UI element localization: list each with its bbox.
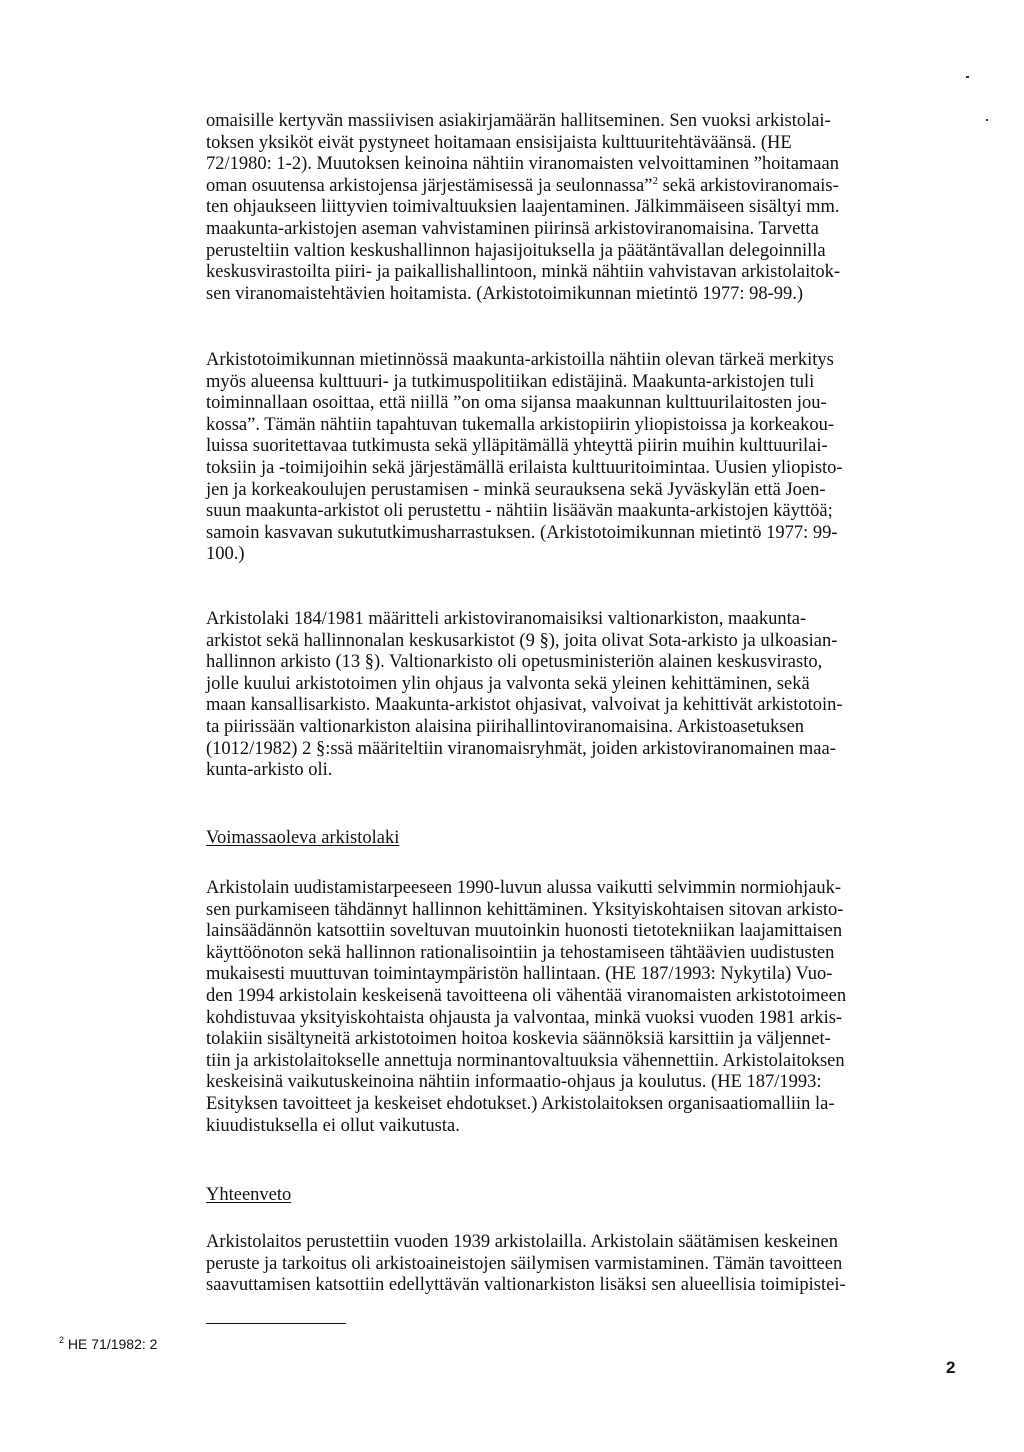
paragraph-line: 100.) [206,544,245,565]
section-heading-voimassaoleva: Voimassaoleva arkistolaki [206,828,400,848]
paragraph-1 [206,111,918,305]
paragraph-line: Arkistolaitos perustettiin vuoden 1939 arkistolailla. Arkistolain säätämisen keskeinen [206,1232,838,1252]
footnote-marker: 2 [59,1335,65,1345]
paragraph-line: perusteltiin valtion keskushallinnon hajasijoituksella ja päätäntävallan delegoinnilla [206,240,826,261]
paragraph-line: keskusvirastoilta piiri- ja paikallishallintoon, minkä nähtiin vahvistavan arkistolaitok- [206,262,841,283]
paragraph-line: toksen yksiköt eivät pystyneet hoitamaan ensisijaista kulttuuritehtäväänsä. (HE [206,132,792,153]
paragraph-line: keskeisinä vaikutuskeinoina nähtiin informaatio-ohjaus ja koulutus. (HE 187/1993: [206,1072,822,1093]
paragraph-line: maakunta-arkistojen aseman vahvistaminen piirinsä arkistoviranomaisina. Tarvetta [206,218,819,239]
paragraph-line: (1012/1982) 2 §:ssä määriteltiin viranomaisryhmät, joiden arkistoviranomainen maa- [206,738,836,759]
paragraph-line: den 1994 arkistolain keskeisenä tavoitteena oli vähentää viranomaisten arkistotoimeen [206,985,847,1006]
line-text: oman osuutensa arkistojensa järjestämisessä ja seulonnassa” [206,175,653,196]
paragraph-line: maan kansallisarkisto. Maakunta-arkistot ohjasivat, valvoivat ja kehittivät arkistotoin- [206,695,843,716]
paragraph-line: kunta-arkisto oli. [206,760,333,781]
footnote-reference: 2 [652,174,658,187]
paragraph-line: sen purkamiseen tähdännyt hallinnon kehittäminen. Yksityiskohtaisen sitovan arkisto- [206,899,844,920]
paragraph-line: kossa”. Tämän nähtiin tapahtuvan tukemalla arkistopiirin yliopistoissa ja korkeakou- [206,414,834,435]
paragraph-line: tiin ja arkistolaitokselle annettuja norminantovaltuuksia vähennettiin. Arkistolaitoksen [206,1050,845,1071]
paragraph-2 [206,350,918,566]
paragraph-line: 72/1980: 1-2). Muutoksen keinoina nähtiin viranomaisten velvoittaminen ”hoitamaan [206,154,839,175]
paragraph-line: ta piirissään valtionarkiston alaisina piirihallintoviranomaisina. Arkistoasetuksen [206,716,805,737]
paragraph-line: myös alueensa kulttuuri- ja tutkimuspolitiikan edistäjinä. Maakunta-arkistojen tuli [206,371,815,392]
paragraph-line: luissa suoritettavaa tutkimusta sekä ylläpitämällä yhteyttä piirin muihin kulttuurilai- [206,436,828,457]
paragraph-line: arkistot sekä hallinnonalan keskusarkistot (9 §), joita olivat Sota-arkisto ja ulkoasian- [206,630,838,651]
footnote [59,1335,157,1353]
paragraph-4 [206,878,918,1137]
page-number: 2 [946,1358,956,1377]
footnote-text: HE 71/1982: 2 [67,1336,158,1352]
paragraph-line: samoin kasvavan sukututkimusharrastuksen. (Arkistotoimikunnan mietintö 1977: 99- [206,522,838,543]
paragraph-line: peruste ja tarkoitus oli arkistoaineistojen säilymisen varmistaminen. Tämän tavoitteen [206,1253,843,1274]
paragraph-3 [206,609,918,782]
paragraph-line: jen ja korkeakoulujen perustamisen - minkä seurauksena sekä Jyväskylän että Joen- [206,479,826,500]
line-text-continued: sekä arkistoviranomais- [657,175,839,196]
paragraph-line: kohdistuvaa yksityiskohtaista ohjausta ja valvontaa, minkä vuoksi vuoden 1981 arkis- [206,1007,843,1028]
scan-speck [966,76,969,78]
paragraph-5 [206,1232,918,1297]
paragraph-line: Esityksen tavoitteet ja keskeiset ehdotukset.) Arkistolaitoksen organisaatiomalliin la- [206,1093,835,1114]
paragraph-line: toiminnallaan osoittaa, että niillä ”on oma sijansa maakunnan kulttuurilaitosten jou- [206,393,827,414]
paragraph-line-with-footnote [206,176,918,198]
section-heading-yhteenveto: Yhteenveto [206,1185,292,1205]
paragraph-line: Arkistolaki 184/1981 määritteli arkistoviranomaisiksi valtionarkiston, maakunta- [206,609,807,629]
paragraph-line: ten ohjaukseen liittyvien toimivaltuuksien laajentaminen. Jälkimmäiseen sisältyi mm. [206,197,840,218]
paragraph-line: hallinnon arkisto (13 §). Valtionarkisto oli opetusministeriön alainen keskusvirasto, [206,652,823,673]
paragraph-line: lainsäädännön katsottiin soveltuvan muutoinkin huonosti tietotekniikan laajamittaisen [206,921,843,942]
paragraph-line: jolle kuului arkistotoimen ylin ohjaus ja valvonta sekä yleinen kehittäminen, sekä [206,673,810,694]
paragraph-line: mukaisesti muuttuvan toimintaympäristön hallintaan. (HE 187/1993: Nykytila) Vuo- [206,964,833,985]
paragraph-line: toksiin ja -toimijoihin sekä järjestämällä erilaista kulttuuritoimintaa. Uusien yliopisto- [206,457,843,478]
scan-speck [986,119,988,121]
paragraph-line: Arkistolain uudistamistarpeeseen 1990-luvun alussa vaikutti selvimmin normiohjauk- [206,878,842,898]
paragraph-line: omaisille kertyvän massiivisen asiakirjamäärän hallitseminen. Sen vuoksi arkistolai- [206,111,831,131]
footnote-divider [206,1323,346,1324]
paragraph-line: tolakiin sisältyneitä arkistotoimen hoitoa koskevia säännöksiä karsittiin ja väljennet- [206,1029,831,1050]
paragraph-line: Arkistotoimikunnan mietinnössä maakunta-arkistoilla nähtiin olevan tärkeä merkitys [206,350,834,370]
paragraph-line: kiuudistuksella ei ollut vaikutusta. [206,1115,460,1136]
paragraph-line: käyttöönoton sekä hallinnon rationalisointiin ja tehostamiseen tähtäävien uudistusten [206,942,835,963]
paragraph-line: suun maakunta-arkistot oli perustettu - nähtiin lisäävän maakunta-arkistojen käyttöä; [206,501,833,522]
paragraph-line: saavuttamisen katsottiin edellyttävän valtionarkiston lisäksi sen alueellisia toimipistei- [206,1275,846,1296]
paragraph-line: sen viranomaistehtävien hoitamista. (Arkistotoimikunnan mietintö 1977: 98-99.) [206,283,804,304]
